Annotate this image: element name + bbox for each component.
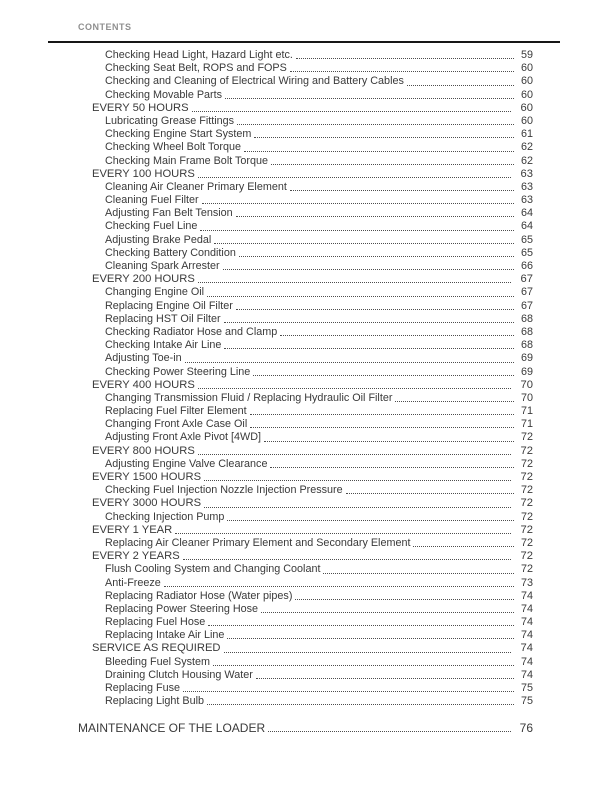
toc-entry-page: 74: [520, 629, 533, 642]
toc-entry-page: 60: [520, 75, 533, 88]
dot-leader: [295, 599, 514, 600]
toc-entry-label: Checking Seat Belt, ROPS and FOPS: [105, 62, 287, 75]
dot-leader: [225, 98, 514, 99]
toc-entry-label: EVERY 1500 HOURS: [92, 471, 202, 483]
dot-leader: [175, 533, 511, 534]
toc-entry-label: Draining Clutch Housing Water: [105, 668, 253, 681]
dot-leader: [183, 559, 511, 560]
toc-entry[interactable]: [48, 352, 533, 365]
dot-leader: [254, 137, 514, 138]
toc-entry-label: Checking Wheel Bolt Torque: [105, 141, 242, 154]
dot-leader: [256, 678, 514, 679]
toc-entry[interactable]: [48, 326, 533, 339]
dot-leader: [346, 493, 514, 494]
toc-entry-label: Changing Transmission Fluid / Replacing Hydraulic Oil Filter: [105, 391, 393, 404]
dot-leader: [296, 58, 514, 59]
dot-leader: [270, 467, 514, 468]
toc-entry-page: 76: [519, 721, 533, 736]
toc-entry-label: Checking and Cleaning of Electrical Wiring and Battery Cables: [105, 75, 404, 88]
toc-entry-label: Cleaning Air Cleaner Primary Element: [105, 180, 287, 193]
dot-leader: [214, 243, 514, 244]
toc-entry[interactable]: [48, 128, 533, 141]
toc-entry[interactable]: [48, 511, 533, 524]
dot-leader: [236, 216, 514, 217]
dot-leader: [413, 546, 514, 547]
toc-entry-label: Replacing Radiator Hose (Water pipes): [105, 589, 293, 602]
toc-entry[interactable]: [48, 313, 533, 326]
toc-entry-label: Replacing Air Cleaner Primary Element and Secondary Element: [105, 536, 411, 549]
dot-leader: [200, 230, 514, 231]
toc-entry-page: 71: [520, 418, 533, 431]
toc-entry-page: 70: [520, 391, 533, 404]
dot-leader: [213, 665, 514, 666]
toc-entry[interactable]: [48, 629, 533, 642]
dot-leader: [250, 427, 514, 428]
contents-header-label: CONTENTS: [78, 22, 132, 32]
toc-entry[interactable]: [48, 682, 533, 695]
toc-entry[interactable]: [48, 471, 533, 484]
toc-entry-page: 72: [520, 444, 533, 457]
toc-entry-label: Changing Engine Oil: [105, 286, 205, 299]
toc-entry-page: 72: [520, 563, 533, 576]
toc-entry-page: 63: [520, 180, 533, 193]
toc-entry-page: 62: [520, 141, 533, 154]
toc-entry[interactable]: [48, 603, 533, 616]
dot-leader: [198, 282, 511, 283]
toc-entry-page: 68: [520, 312, 533, 325]
toc-entry-page: 69: [520, 352, 533, 365]
dot-leader: [290, 190, 514, 191]
dot-leader: [323, 573, 514, 574]
toc-entry-label: EVERY 2 YEARS: [92, 550, 180, 563]
dot-leader: [224, 322, 514, 323]
dot-leader: [204, 507, 511, 508]
toc-entry[interactable]: [48, 458, 533, 471]
toc-entry-label: EVERY 100 HOURS: [92, 167, 195, 180]
toc-entry-page: 71: [520, 405, 533, 418]
dot-leader: [268, 731, 511, 732]
toc-entry[interactable]: [48, 260, 533, 273]
toc-entry-label: Replacing Power Steering Hose: [105, 602, 259, 615]
dot-leader: [239, 256, 514, 257]
dot-leader: [227, 638, 514, 639]
toc-entry-page: 72: [520, 431, 533, 444]
toc-entry-page: 72: [520, 484, 533, 497]
toc-entry[interactable]: [48, 524, 533, 537]
dot-leader: [192, 111, 511, 112]
toc-entry-page: 60: [520, 101, 533, 114]
toc-entry-page: 74: [520, 642, 533, 655]
toc-entry-label: Adjusting Toe-in: [105, 352, 182, 365]
toc-entry[interactable]: [48, 62, 533, 75]
toc-entry-page: 68: [520, 339, 533, 352]
toc-entry-page: 74: [520, 589, 533, 602]
toc-entry-page: 73: [520, 576, 533, 589]
toc-entry-page: 67: [520, 273, 533, 286]
toc-entry[interactable]: [48, 379, 533, 392]
toc-entry-page: 69: [520, 365, 533, 378]
toc-entry-page: 60: [520, 114, 533, 127]
toc-entry-label: Adjusting Engine Valve Clearance: [105, 457, 268, 470]
toc-entry-label: Replacing Fuel Filter Element: [105, 405, 247, 418]
toc-entry[interactable]: [48, 89, 533, 102]
toc-entry[interactable]: [48, 102, 533, 115]
toc-entry[interactable]: [48, 484, 533, 497]
toc-entry-page: 72: [520, 510, 533, 523]
toc-entry-label: Replacing Light Bulb: [105, 695, 205, 708]
toc-entry-label: Adjusting Brake Pedal: [105, 233, 212, 246]
toc-entry-page: 67: [520, 299, 533, 312]
toc-entry-label: Checking Movable Parts: [105, 88, 223, 101]
toc-entry-page: 72: [520, 536, 533, 549]
toc-entry-page: 67: [520, 286, 533, 299]
toc-entry-page: 63: [520, 194, 533, 207]
toc-entry-page: 75: [520, 695, 533, 708]
toc-entry-page: 60: [520, 62, 533, 75]
dot-leader: [395, 401, 514, 402]
toc-entry[interactable]: [48, 366, 533, 379]
toc-entry-label: Replacing Fuel Hose: [105, 616, 206, 629]
toc-entry[interactable]: [48, 220, 533, 233]
toc-entry-label: EVERY 50 HOURS: [92, 101, 189, 114]
toc-entry-page: 72: [520, 523, 533, 536]
toc-entry-label: Cleaning Spark Arrester: [105, 260, 220, 272]
dot-leader: [204, 480, 511, 481]
toc-entry-label: Checking Radiator Hose and Clamp: [105, 325, 278, 338]
toc-entry-page: 72: [520, 550, 533, 563]
dot-leader: [208, 625, 514, 626]
dot-leader: [250, 414, 514, 415]
dot-leader: [236, 309, 514, 310]
toc-entry[interactable]: [48, 273, 533, 286]
dot-leader: [407, 85, 514, 86]
toc-entry-label: Cleaning Fuel Filter: [105, 194, 199, 207]
toc-entry[interactable]: [48, 656, 533, 669]
toc-entry-label: Checking Fuel Injection Nozzle Injection Pressure: [105, 484, 343, 497]
toc-entry-label: EVERY 400 HOURS: [92, 378, 195, 391]
toc-entry-page: 62: [520, 154, 533, 167]
toc-entry-page: 70: [520, 378, 533, 391]
toc-entry-label: EVERY 3000 HOURS: [92, 497, 202, 510]
toc-entry-label: Checking Intake Air Line: [105, 339, 222, 352]
toc-entry[interactable]: [48, 115, 533, 128]
dot-leader: [202, 203, 514, 204]
toc-entry-page: 74: [520, 602, 533, 615]
dot-leader: [227, 520, 514, 521]
dot-leader: [198, 177, 511, 178]
dot-leader: [198, 454, 511, 455]
toc-entry-label: Checking Power Steering Line: [105, 365, 251, 378]
toc-entry[interactable]: [48, 155, 533, 168]
dot-leader: [207, 704, 514, 705]
dot-leader: [271, 164, 514, 165]
toc-entry[interactable]: [48, 300, 533, 313]
toc-entry-page: 64: [520, 220, 533, 233]
toc-entry[interactable]: [48, 181, 533, 194]
toc-entry-page: 64: [520, 207, 533, 220]
dot-leader: [253, 375, 514, 376]
toc-entry-page: 65: [520, 246, 533, 259]
toc-entry[interactable]: [48, 75, 533, 88]
toc-entry-page: 68: [520, 325, 533, 338]
toc-list: [48, 49, 533, 735]
toc-entry[interactable]: [48, 234, 533, 247]
toc-entry-page: 66: [520, 260, 533, 272]
toc-entry[interactable]: [48, 669, 533, 682]
toc-entry-label: Anti-Freeze: [105, 576, 161, 589]
toc-entry-label: Checking Fuel Line: [105, 220, 198, 233]
toc-entry-label: Replacing Fuse: [105, 682, 181, 694]
dot-leader: [164, 586, 514, 587]
toc-entry-page: 65: [520, 233, 533, 246]
toc-entry-label: Adjusting Fan Belt Tension: [105, 207, 233, 220]
dot-leader: [183, 691, 514, 692]
dot-leader: [244, 151, 514, 152]
toc-entry-label: Checking Injection Pump: [105, 510, 225, 523]
toc-entry[interactable]: [48, 168, 533, 181]
toc-entry-label: SERVICE AS REQUIRED: [92, 642, 221, 655]
toc-entry-label: Checking Main Frame Bolt Torque: [105, 154, 269, 167]
toc-entry-page: 59: [520, 49, 533, 61]
toc-entry[interactable]: [48, 405, 533, 418]
toc-entry-page: 72: [520, 471, 533, 483]
toc-entry-label: Replacing HST Oil Filter: [105, 312, 221, 325]
dot-leader: [198, 388, 511, 389]
toc-entry-label: EVERY 1 YEAR: [92, 523, 173, 536]
toc-entry[interactable]: [48, 445, 533, 458]
toc-entry[interactable]: [48, 537, 533, 550]
dot-leader: [207, 296, 514, 297]
toc-entry-label: Lubricating Grease Fittings: [105, 114, 235, 127]
dot-leader: [224, 652, 512, 653]
toc-entry[interactable]: [48, 194, 533, 207]
toc-entry[interactable]: [48, 418, 533, 431]
dot-leader: [224, 348, 514, 349]
dot-leader: [290, 71, 514, 72]
toc-entry-label: Flush Cooling System and Changing Coolant: [105, 563, 321, 576]
toc-entry[interactable]: [48, 286, 533, 299]
toc-entry-page: 60: [520, 88, 533, 101]
toc-entry-label: EVERY 200 HOURS: [92, 273, 195, 286]
dot-leader: [185, 362, 514, 363]
toc-entry-page: 63: [520, 167, 533, 180]
toc-entry-label: Checking Engine Start System: [105, 128, 252, 141]
toc-entry[interactable]: [48, 616, 533, 629]
toc-entry[interactable]: [48, 642, 533, 655]
toc-entry-label: Replacing Intake Air Line: [105, 629, 225, 642]
dot-leader: [280, 335, 514, 336]
toc-entry-page: 74: [520, 616, 533, 629]
toc-entry[interactable]: [48, 247, 533, 260]
toc-entry[interactable]: [48, 392, 533, 405]
toc-entry-page: 61: [520, 128, 533, 141]
toc-entry[interactable]: [48, 563, 533, 576]
dot-leader: [223, 269, 514, 270]
toc-entry[interactable]: [48, 497, 533, 510]
dot-leader: [237, 124, 514, 125]
toc-entry-label: Changing Front Axle Case Oil: [105, 418, 248, 431]
toc-entry[interactable]: [48, 339, 533, 352]
toc-entry[interactable]: [48, 590, 533, 603]
toc-entry[interactable]: [48, 49, 533, 62]
toc-entry-page: 75: [520, 682, 533, 694]
toc-entry[interactable]: [48, 577, 533, 590]
toc-entry[interactable]: [48, 695, 533, 708]
toc-entry-label: Checking Battery Condition: [105, 246, 236, 259]
toc-entry-label: Bleeding Fuel System: [105, 655, 211, 668]
toc-entry-label: MAINTENANCE OF THE LOADER: [78, 721, 266, 736]
dot-leader: [261, 612, 514, 613]
toc-entry-label: Checking Head Light, Hazard Light etc.: [105, 49, 293, 61]
header-rule: [48, 41, 560, 43]
toc-entry[interactable]: [48, 550, 533, 563]
toc-entry-label: Replacing Engine Oil Filter: [105, 299, 233, 312]
dot-leader: [264, 441, 514, 442]
toc-entry[interactable]: [48, 141, 533, 154]
toc-entry-label: Adjusting Front Axle Pivot [4WD]: [105, 431, 262, 444]
toc-entry[interactable]: [48, 721, 533, 735]
toc-entry-label: EVERY 800 HOURS: [92, 444, 195, 457]
toc-entry[interactable]: [48, 431, 533, 444]
toc-entry-page: 72: [520, 497, 533, 510]
toc-entry-page: 72: [520, 457, 533, 470]
toc-entry-page: 74: [520, 668, 533, 681]
toc-entry-page: 74: [520, 655, 533, 668]
toc-entry[interactable]: [48, 207, 533, 220]
